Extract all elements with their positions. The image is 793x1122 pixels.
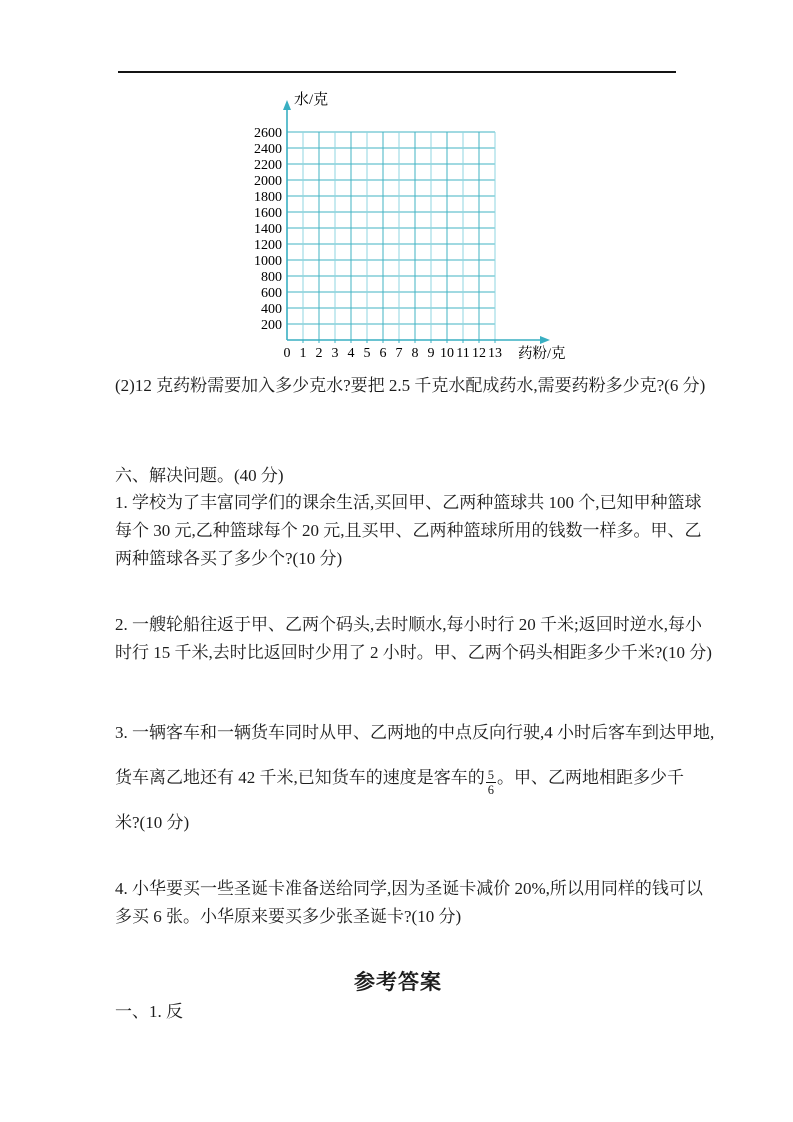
y-tick-label: 600 xyxy=(261,286,282,301)
x-tick-label: 9 xyxy=(427,346,435,361)
x-tick-label: 8 xyxy=(411,346,419,361)
problem-1-line-3: 两种篮球各买了多少个?(10 分) xyxy=(115,549,343,568)
problem-4 xyxy=(115,875,703,931)
problem-3-line-2 xyxy=(115,755,684,800)
problem-3 xyxy=(115,710,715,845)
problem-3-line-1: 3. 一辆客车和一辆货车同时从甲、乙两地的中点反向行驶,4 小时后客车到达甲地, xyxy=(115,723,715,742)
y-tick-label: 1000 xyxy=(254,254,282,269)
answers-title: 参考答案 xyxy=(354,970,442,994)
y-tick-label: 1400 xyxy=(254,222,282,237)
problem-2-line-2: 时行 15 千米,去时比返回时少用了 2 小时。甲、乙两个码头相距多少千米?(10 分) xyxy=(115,643,712,662)
x-tick-label: 5 xyxy=(363,346,371,361)
y-tick-label: 1600 xyxy=(254,206,282,221)
x-tick-label: 3 xyxy=(331,346,339,361)
answer-line-1 xyxy=(115,998,681,1026)
y-tick-label: 1200 xyxy=(254,238,282,253)
y-tick-label: 1800 xyxy=(254,190,282,205)
answer-line-1-text: 一、1. 反 xyxy=(115,1002,183,1021)
section-6-heading xyxy=(115,462,681,490)
x-tick-label: 1 xyxy=(299,346,307,361)
question-2-text xyxy=(115,372,706,400)
x-tick-label: 4 xyxy=(347,346,355,361)
y-tick-label: 400 xyxy=(261,302,282,317)
problem-1-line-1: 1. 学校为了丰富同学们的课余生活,买回甲、乙两种篮球共 100 个,已知甲种篮球 xyxy=(115,493,702,512)
problem-4-line-1: 4. 小华要买一些圣诞卡准备送给同学,因为圣诞卡减价 20%,所以用同样的钱可以 xyxy=(115,879,703,898)
problem-2 xyxy=(115,611,712,667)
x-axis-arrow-icon xyxy=(540,336,550,344)
chart-svg xyxy=(242,88,587,373)
y-tick-label: 2000 xyxy=(254,174,282,189)
y-tick-label: 200 xyxy=(261,318,282,333)
question-2-line: (2)12 克药粉需要加入多少克水?要把 2.5 千克水配成药水,需要药粉多少克?(6 分) xyxy=(115,376,706,395)
x-tick-label: 7 xyxy=(395,346,403,361)
y-tick-label: 800 xyxy=(261,270,282,285)
top-rule xyxy=(118,71,676,73)
x-tick-label: 10 xyxy=(440,346,454,361)
x-tick-label: 2 xyxy=(315,346,323,361)
problem-3-line-3: 米?(10 分) xyxy=(115,813,190,832)
problem-3-line-2-pre: 货车离乙地还有 42 千米,已知货车的速度是客车的 xyxy=(115,768,485,787)
y-axis-title: 水/克 xyxy=(294,92,329,108)
y-tick-label: 2200 xyxy=(254,158,282,173)
x-tick-label: 11 xyxy=(456,346,470,361)
x-axis-title: 药粉/克 xyxy=(518,346,566,362)
problem-4-line-2: 多买 6 张。小华原来要买多少张圣诞卡?(10 分) xyxy=(115,907,462,926)
section-6-heading-text: 六、解决问题。(40 分) xyxy=(115,466,284,485)
x-tick-label: 0 xyxy=(283,346,291,361)
x-tick-label: 12 xyxy=(472,346,486,361)
fraction-denominator: 6 xyxy=(487,783,494,797)
y-tick-label: 2600 xyxy=(254,126,282,141)
water-powder-grid-chart xyxy=(242,88,587,373)
fraction-five-sixths xyxy=(486,768,496,797)
problem-1 xyxy=(115,489,702,573)
problem-1-line-2: 每个 30 元,乙种篮球每个 20 元,且买甲、乙两种篮球所用的钱数一样多。甲、乙 xyxy=(115,521,702,540)
x-tick-label: 6 xyxy=(379,346,387,361)
y-axis-arrow-icon xyxy=(283,100,291,110)
problem-3-line-2-post: 。甲、乙两地相距多少千 xyxy=(497,768,684,787)
x-tick-label: 13 xyxy=(488,346,502,361)
y-tick-label: 2400 xyxy=(254,142,282,157)
problem-2-line-1: 2. 一艘轮船往返于甲、乙两个码头,去时顺水,每小时行 20 千米;返回时逆水,每小 xyxy=(115,615,702,634)
fraction-numerator: 5 xyxy=(487,768,494,782)
